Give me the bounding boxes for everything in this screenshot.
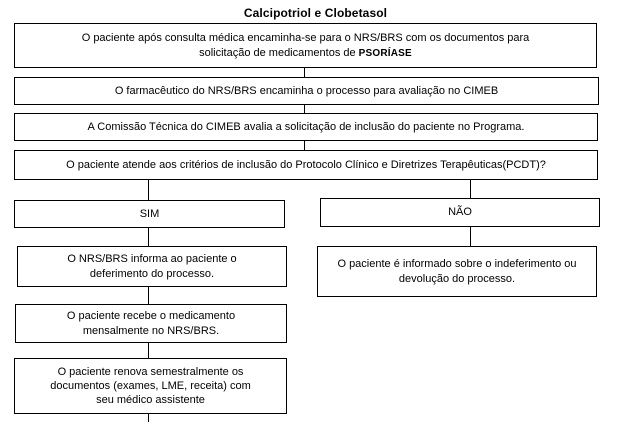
connector-committee-question: [304, 140, 305, 150]
flow-box-no-inform-denial: [317, 246, 597, 297]
referral-line1: O paciente após consulta médica encaminha-se para o NRS/BRS com os documentos para: [81, 32, 530, 45]
flow-box-receive-medication: [15, 304, 287, 343]
renew-text: O paciente renova semestralmente os documentos (exames, LME, receita) com seu médico assistente: [50, 365, 251, 407]
criteria-question-text: O paciente atende aos critérios de inclusão do Protocolo Clínico e Diretrizes Terapêuticas(PCDT)?: [66, 158, 546, 171]
flow-box-patient-referral: [14, 23, 597, 68]
referral-line2: solicitação de medicamentos de PSORÍASE: [199, 46, 412, 59]
connector-pharmacist-committee: [304, 105, 305, 113]
flow-box-patient-referral-text: [82, 31, 530, 60]
flowchart-title: Calcipotriol e Clobetasol: [243, 6, 388, 20]
flow-box-branch-yes: [14, 200, 285, 228]
connector-receive-renew: [148, 343, 149, 358]
psoriase-emphasis: PSORÍASE: [358, 47, 412, 59]
receive-text: O paciente recebe o medicamento mensalmente no NRS/BRS.: [66, 310, 236, 337]
flow-box-committee-evaluation: [14, 113, 598, 141]
branch-yes-label: SIM: [139, 207, 160, 220]
connector-question-no: [470, 180, 471, 198]
branch-no-label: NÃO: [448, 206, 472, 219]
no-inform-text: O paciente é informado sobre o indeferimento ou devolução do processo.: [337, 258, 577, 285]
flow-box-renew-documents: [14, 358, 287, 414]
committee-text: A Comissão Técnica do CIMEB avalia a solicitação de inclusão do paciente no Programa.: [87, 120, 525, 133]
connector-renew-stub: [148, 414, 149, 422]
flow-box-branch-no: [320, 198, 600, 227]
flow-box-criteria-question: [14, 150, 598, 180]
flow-box-pharmacist-forwarding: [14, 77, 599, 105]
connector-question-yes: [148, 180, 149, 200]
pharmacist-text: O farmacêutico do NRS/BRS encaminha o processo para avaliação no CIMEB: [114, 84, 499, 97]
connector-referral-pharmacist: [304, 68, 305, 77]
connector-yes-inform: [148, 228, 149, 246]
yes-inform-text: O NRS/BRS informa ao paciente o deferimento do processo.: [67, 253, 237, 280]
connector-no-inform: [470, 227, 471, 246]
flow-box-yes-inform-approval: [17, 246, 287, 287]
connector-inform-receive: [148, 287, 149, 304]
